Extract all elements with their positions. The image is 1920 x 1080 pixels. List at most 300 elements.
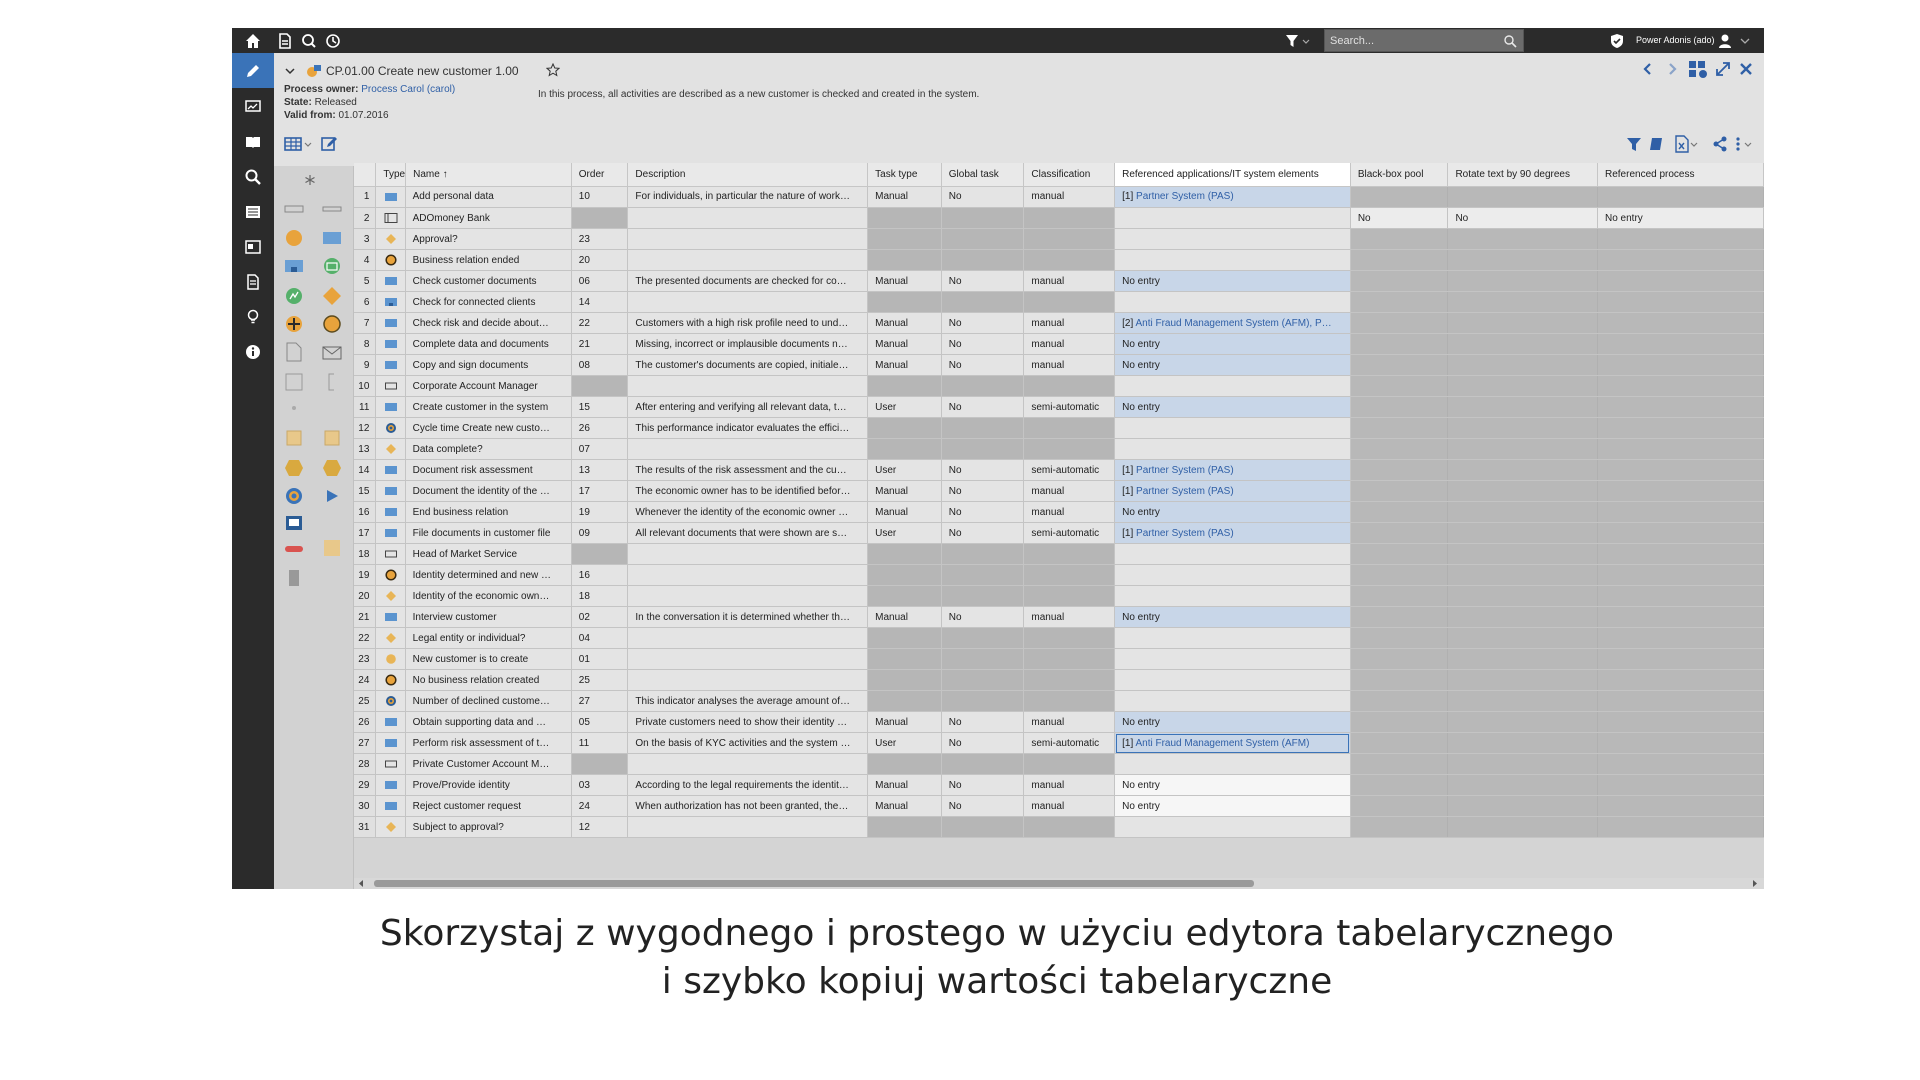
rotate-text-cell[interactable] <box>1448 355 1598 376</box>
shield-icon[interactable] <box>1608 32 1626 50</box>
referenced-applications-cell[interactable]: No entry <box>1115 334 1351 355</box>
global-task-cell[interactable]: No <box>941 186 1024 208</box>
description-cell[interactable] <box>628 208 868 229</box>
global-task-cell[interactable]: No <box>941 460 1024 481</box>
classification-cell[interactable]: manual <box>1024 502 1115 523</box>
rotate-text-cell[interactable] <box>1448 186 1598 208</box>
kpi-icon[interactable] <box>284 486 304 506</box>
global-task-cell[interactable] <box>941 418 1024 439</box>
referenced-process-cell[interactable]: No entry <box>1598 208 1764 229</box>
referenced-process-cell[interactable] <box>1598 754 1764 775</box>
order-cell[interactable]: 12 <box>571 817 628 838</box>
column-header[interactable]: Black-box pool <box>1350 163 1448 186</box>
referenced-applications-cell[interactable]: No entry <box>1115 775 1351 796</box>
order-cell[interactable]: 23 <box>571 229 628 250</box>
nav-modelling[interactable] <box>232 53 274 88</box>
description-cell[interactable] <box>628 229 868 250</box>
name-cell[interactable]: Identity of the economic own… <box>406 586 572 607</box>
process-owner-link[interactable]: Process Carol (carol) <box>361 84 456 95</box>
filter-icon[interactable] <box>1284 32 1312 50</box>
rotate-text-cell[interactable] <box>1448 817 1598 838</box>
table-row[interactable] <box>354 754 1764 775</box>
referenced-applications-cell[interactable] <box>1115 186 1351 208</box>
black-box-pool-cell[interactable] <box>1350 397 1448 418</box>
rotate-text-cell[interactable] <box>1448 502 1598 523</box>
referenced-process-cell[interactable] <box>1598 649 1764 670</box>
task-type-cell[interactable] <box>868 628 942 649</box>
nav-lists[interactable] <box>232 194 274 229</box>
referenced-process-cell[interactable] <box>1598 334 1764 355</box>
rotate-text-cell[interactable] <box>1448 229 1598 250</box>
message-event-icon[interactable] <box>322 256 342 276</box>
table-row[interactable] <box>354 775 1764 796</box>
description-cell[interactable]: Whenever the identity of the economic owner … <box>628 502 868 523</box>
classification-cell[interactable] <box>1024 544 1115 565</box>
column-header[interactable]: Global task <box>941 163 1024 186</box>
table-row[interactable] <box>354 186 1764 208</box>
table-row[interactable] <box>354 565 1764 586</box>
global-task-cell[interactable] <box>941 754 1024 775</box>
table-row[interactable] <box>354 586 1764 607</box>
data-store-icon[interactable] <box>284 428 304 448</box>
black-box-pool-cell[interactable] <box>1350 544 1448 565</box>
order-cell[interactable]: 07 <box>571 439 628 460</box>
lane-shape-icon[interactable] <box>322 204 342 214</box>
classification-cell[interactable]: semi-automatic <box>1024 460 1115 481</box>
global-task-cell[interactable]: No <box>941 712 1024 733</box>
referenced-process-cell[interactable] <box>1598 733 1764 754</box>
description-cell[interactable]: The presented documents are checked for co… <box>628 271 868 292</box>
black-box-pool-cell[interactable] <box>1350 817 1448 838</box>
table-row[interactable] <box>354 712 1764 733</box>
scrollbar-thumb[interactable] <box>374 880 1254 887</box>
task-type-cell[interactable]: Manual <box>868 334 942 355</box>
task-type-cell[interactable] <box>868 376 942 397</box>
referenced-applications-cell[interactable]: No entry <box>1115 796 1351 817</box>
table-view-icon[interactable] <box>284 136 304 152</box>
classification-cell[interactable] <box>1024 376 1115 397</box>
task-type-cell[interactable] <box>868 754 942 775</box>
global-task-cell[interactable]: No <box>941 523 1024 544</box>
user-avatar-icon[interactable] <box>1716 32 1734 50</box>
table-row[interactable] <box>354 481 1764 502</box>
classification-cell[interactable] <box>1024 418 1115 439</box>
nav-info[interactable] <box>232 334 274 369</box>
parallel-gateway-icon[interactable] <box>284 314 304 334</box>
description-cell[interactable]: The customer's documents are copied, initiale… <box>628 355 868 376</box>
rotate-text-cell[interactable] <box>1448 649 1598 670</box>
task-type-cell[interactable]: Manual <box>868 712 942 733</box>
order-cell[interactable]: 15 <box>571 397 628 418</box>
description-cell[interactable]: When authorization has not been granted, the… <box>628 796 868 817</box>
name-cell[interactable]: Check customer documents <box>406 271 572 292</box>
chevron-down-icon[interactable] <box>304 141 312 149</box>
type-cell[interactable] <box>376 712 405 733</box>
classification-cell[interactable] <box>1024 565 1115 586</box>
table-row[interactable] <box>354 313 1764 334</box>
referenced-process-cell[interactable] <box>1598 565 1764 586</box>
rotate-text-cell[interactable] <box>1448 397 1598 418</box>
rotate-text-cell[interactable] <box>1448 292 1598 313</box>
order-cell[interactable]: 09 <box>571 523 628 544</box>
name-cell[interactable]: Perform risk assessment of t… <box>406 733 572 754</box>
referenced-process-cell[interactable] <box>1598 481 1764 502</box>
message-shape-icon[interactable] <box>322 346 342 360</box>
task-type-cell[interactable]: Manual <box>868 775 942 796</box>
maximize-icon[interactable] <box>1714 60 1732 78</box>
black-box-pool-cell[interactable] <box>1350 628 1448 649</box>
global-task-cell[interactable]: No <box>941 334 1024 355</box>
type-cell[interactable] <box>376 586 405 607</box>
collapse-chevron-icon[interactable] <box>284 65 296 77</box>
referenced-process-cell[interactable] <box>1598 292 1764 313</box>
referenced-process-cell[interactable] <box>1598 502 1764 523</box>
table-row[interactable] <box>354 817 1764 838</box>
black-box-pool-cell[interactable] <box>1350 481 1448 502</box>
task-type-cell[interactable] <box>868 418 942 439</box>
rotate-text-cell[interactable] <box>1448 691 1598 712</box>
filter-icon[interactable] <box>1626 136 1642 152</box>
task-icon[interactable] <box>322 230 342 246</box>
classification-cell[interactable]: semi-automatic <box>1024 523 1115 544</box>
classification-cell[interactable] <box>1024 292 1115 313</box>
name-cell[interactable]: New customer is to create <box>406 649 572 670</box>
rotate-text-cell[interactable] <box>1448 418 1598 439</box>
column-header[interactable]: Task type <box>868 163 942 186</box>
back-arrow-icon[interactable] <box>1640 61 1656 77</box>
note-icon[interactable] <box>322 538 342 558</box>
referenced-process-cell[interactable] <box>1598 355 1764 376</box>
name-cell[interactable]: Private Customer Account M… <box>406 754 572 775</box>
order-cell[interactable]: 11 <box>571 733 628 754</box>
type-cell[interactable] <box>376 754 405 775</box>
classification-cell[interactable]: manual <box>1024 355 1115 376</box>
rotate-text-cell[interactable] <box>1448 712 1598 733</box>
classification-cell[interactable] <box>1024 439 1115 460</box>
rotate-text-cell[interactable] <box>1448 334 1598 355</box>
name-cell[interactable]: Data complete? <box>406 439 572 460</box>
rotate-text-cell[interactable] <box>1448 460 1598 481</box>
rotate-text-cell[interactable] <box>1448 523 1598 544</box>
referenced-applications-cell[interactable] <box>1115 523 1351 544</box>
black-box-pool-cell[interactable] <box>1350 418 1448 439</box>
type-cell[interactable] <box>376 187 405 208</box>
referenced-applications-cell[interactable] <box>1115 733 1351 754</box>
global-task-cell[interactable] <box>941 628 1024 649</box>
user-name[interactable]: Power Adonis (ado) <box>1636 35 1715 45</box>
task-type-cell[interactable] <box>868 229 942 250</box>
referenced-applications-cell[interactable]: No entry <box>1115 271 1351 292</box>
black-box-pool-cell[interactable] <box>1350 271 1448 292</box>
type-cell[interactable] <box>376 775 405 796</box>
order-cell[interactable]: 04 <box>571 628 628 649</box>
classification-cell[interactable]: manual <box>1024 481 1115 502</box>
black-box-pool-cell[interactable] <box>1350 775 1448 796</box>
type-cell[interactable] <box>376 355 405 376</box>
order-cell[interactable]: 17 <box>571 481 628 502</box>
description-cell[interactable]: According to the legal requirements the identit… <box>628 775 868 796</box>
nav-analysis[interactable] <box>232 89 274 124</box>
task-type-cell[interactable] <box>868 817 942 838</box>
description-cell[interactable]: The results of the risk assessment and the cu… <box>628 460 868 481</box>
black-box-pool-cell[interactable] <box>1350 334 1448 355</box>
classification-cell[interactable] <box>1024 250 1115 271</box>
black-box-pool-cell[interactable] <box>1350 502 1448 523</box>
global-task-cell[interactable]: No <box>941 796 1024 817</box>
description-cell[interactable]: Customers with a high risk profile need to und… <box>628 313 868 334</box>
description-cell[interactable] <box>628 649 868 670</box>
global-task-cell[interactable] <box>941 586 1024 607</box>
table-row[interactable] <box>354 460 1764 481</box>
referenced-applications-cell[interactable] <box>1115 439 1351 460</box>
order-cell[interactable] <box>571 544 628 565</box>
rotate-text-cell[interactable] <box>1448 607 1598 628</box>
column-header[interactable]: Type <box>376 163 406 186</box>
black-box-pool-cell[interactable] <box>1350 376 1448 397</box>
global-task-cell[interactable]: No <box>941 271 1024 292</box>
scroll-right-icon[interactable] <box>1752 880 1758 887</box>
global-task-cell[interactable] <box>941 565 1024 586</box>
widgets-icon[interactable] <box>1688 59 1708 79</box>
black-box-pool-cell[interactable] <box>1350 754 1448 775</box>
table-row[interactable] <box>354 355 1764 376</box>
rotate-text-cell[interactable] <box>1448 628 1598 649</box>
close-icon[interactable] <box>1738 61 1754 77</box>
rotate-text-cell[interactable] <box>1448 565 1598 586</box>
order-cell[interactable]: 13 <box>571 460 628 481</box>
referenced-applications-cell[interactable] <box>1115 229 1351 250</box>
global-task-cell[interactable] <box>941 292 1024 313</box>
referenced-process-cell[interactable] <box>1598 439 1764 460</box>
task-type-cell[interactable] <box>868 670 942 691</box>
task-type-cell[interactable] <box>868 292 942 313</box>
name-cell[interactable]: Subject to approval? <box>406 817 572 838</box>
reference-link[interactable]: Partner System (PAS) <box>1136 191 1234 203</box>
type-cell[interactable] <box>376 334 405 355</box>
classification-cell[interactable]: manual <box>1024 334 1115 355</box>
referenced-applications-cell[interactable] <box>1115 691 1351 712</box>
referenced-applications-cell[interactable] <box>1115 460 1351 481</box>
global-task-cell[interactable]: No <box>941 733 1024 754</box>
play-icon[interactable] <box>324 488 340 504</box>
classification-cell[interactable] <box>1024 208 1115 229</box>
global-task-cell[interactable]: No <box>941 397 1024 418</box>
type-cell[interactable] <box>376 376 405 397</box>
order-cell[interactable]: 02 <box>571 607 628 628</box>
task-type-cell[interactable] <box>868 250 942 271</box>
reference-link[interactable]: Partner System (PAS) <box>1136 485 1234 497</box>
referenced-process-cell[interactable] <box>1598 229 1764 250</box>
rotate-text-cell[interactable] <box>1448 313 1598 334</box>
description-cell[interactable]: All relevant documents that were shown are s… <box>628 523 868 544</box>
black-box-pool-cell[interactable] <box>1350 313 1448 334</box>
task-type-cell[interactable]: Manual <box>868 355 942 376</box>
referenced-applications-cell[interactable] <box>1115 628 1351 649</box>
referenced-process-cell[interactable] <box>1598 586 1764 607</box>
task-type-cell[interactable]: Manual <box>868 607 942 628</box>
document-shape-icon[interactable] <box>286 342 302 362</box>
name-cell[interactable]: Add personal data <box>406 186 572 208</box>
referenced-applications-cell[interactable]: No entry <box>1115 607 1351 628</box>
chevron-down-icon[interactable] <box>1690 141 1698 149</box>
name-cell[interactable]: Head of Market Service <box>406 544 572 565</box>
rotate-text-cell[interactable] <box>1448 271 1598 292</box>
black-box-pool-cell[interactable] <box>1350 439 1448 460</box>
nav-cards[interactable] <box>232 229 274 264</box>
referenced-process-cell[interactable] <box>1598 712 1764 733</box>
pool-shape-icon[interactable] <box>284 204 304 214</box>
referenced-process-cell[interactable] <box>1598 460 1764 481</box>
column-header[interactable]: Rotate text by 90 degrees <box>1448 163 1598 186</box>
description-cell[interactable]: The economic owner has to be identified befor… <box>628 481 868 502</box>
name-cell[interactable]: Legal entity or individual? <box>406 628 572 649</box>
description-cell[interactable]: Private customers need to show their identity … <box>628 712 868 733</box>
table-row[interactable] <box>354 649 1764 670</box>
referenced-process-cell[interactable] <box>1598 376 1764 397</box>
referenced-applications-cell[interactable] <box>1115 649 1351 670</box>
nav-search[interactable] <box>232 159 274 194</box>
task-type-cell[interactable]: Manual <box>868 186 942 208</box>
description-cell[interactable] <box>628 376 868 397</box>
classification-cell[interactable] <box>1024 817 1115 838</box>
classification-cell[interactable] <box>1024 586 1115 607</box>
type-cell[interactable] <box>376 208 405 229</box>
scroll-left-icon[interactable] <box>358 880 364 887</box>
black-box-pool-cell[interactable] <box>1350 796 1448 817</box>
name-cell[interactable]: Complete data and documents <box>406 334 572 355</box>
name-cell[interactable]: No business relation created <box>406 670 572 691</box>
home-icon[interactable] <box>244 32 262 50</box>
type-cell[interactable] <box>376 418 405 439</box>
annotation-shape-icon[interactable] <box>326 372 338 392</box>
table-row[interactable] <box>354 544 1764 565</box>
order-cell[interactable]: 14 <box>571 292 628 313</box>
task-type-cell[interactable] <box>868 565 942 586</box>
name-cell[interactable]: Cycle time Create new custo… <box>406 418 572 439</box>
classification-cell[interactable]: manual <box>1024 186 1115 208</box>
name-cell[interactable]: Document risk assessment <box>406 460 572 481</box>
referenced-process-cell[interactable] <box>1598 186 1764 208</box>
hexagon-control-icon[interactable] <box>322 458 342 478</box>
name-cell[interactable]: Identity determined and new … <box>406 565 572 586</box>
subprocess-icon[interactable] <box>284 258 304 274</box>
more-options-icon[interactable] <box>1734 136 1742 152</box>
description-cell[interactable] <box>628 250 868 271</box>
task-type-cell[interactable]: Manual <box>868 313 942 334</box>
description-cell[interactable] <box>628 586 868 607</box>
type-cell[interactable] <box>376 670 405 691</box>
type-cell[interactable] <box>376 292 405 313</box>
history-icon[interactable] <box>324 32 342 50</box>
column-header[interactable]: Description <box>628 163 868 186</box>
description-cell[interactable] <box>628 628 868 649</box>
order-cell[interactable]: 08 <box>571 355 628 376</box>
referenced-applications-cell[interactable] <box>1115 250 1351 271</box>
type-cell[interactable] <box>376 313 405 334</box>
task-type-cell[interactable]: User <box>868 397 942 418</box>
referenced-applications-cell[interactable] <box>1115 586 1351 607</box>
referenced-applications-cell[interactable] <box>1115 313 1351 334</box>
description-cell[interactable]: For individuals, in particular the nature of work… <box>628 186 868 208</box>
name-cell[interactable]: Create customer in the system <box>406 397 572 418</box>
rotate-text-cell[interactable] <box>1448 250 1598 271</box>
nav-publication[interactable] <box>232 124 274 159</box>
type-cell[interactable] <box>376 544 405 565</box>
rotate-text-cell[interactable] <box>1448 439 1598 460</box>
search-field[interactable] <box>1324 29 1524 52</box>
referenced-applications-cell[interactable] <box>1115 565 1351 586</box>
order-cell[interactable]: 01 <box>571 649 628 670</box>
type-cell[interactable] <box>376 796 405 817</box>
description-cell[interactable] <box>628 754 868 775</box>
table-row[interactable] <box>354 418 1764 439</box>
name-cell[interactable]: Document the identity of the … <box>406 481 572 502</box>
copy-icon[interactable] <box>1648 136 1664 152</box>
dot-icon[interactable] <box>290 404 298 412</box>
classification-cell[interactable]: semi-automatic <box>1024 733 1115 754</box>
order-cell[interactable]: 24 <box>571 796 628 817</box>
global-task-cell[interactable] <box>941 250 1024 271</box>
description-cell[interactable] <box>628 565 868 586</box>
forward-arrow-icon[interactable] <box>1664 61 1680 77</box>
rotate-text-cell[interactable] <box>1448 775 1598 796</box>
black-box-pool-cell[interactable] <box>1350 565 1448 586</box>
referenced-applications-cell[interactable] <box>1115 754 1351 775</box>
referenced-process-cell[interactable] <box>1598 628 1764 649</box>
referenced-applications-cell[interactable]: No entry <box>1115 355 1351 376</box>
referenced-applications-cell[interactable] <box>1115 817 1351 838</box>
global-task-cell[interactable]: No <box>941 355 1024 376</box>
black-box-pool-cell[interactable] <box>1350 670 1448 691</box>
black-box-pool-cell[interactable] <box>1350 355 1448 376</box>
task-type-cell[interactable] <box>868 208 942 229</box>
name-cell[interactable]: ADOmoney Bank <box>406 208 572 229</box>
column-header[interactable]: Referenced process <box>1598 163 1764 186</box>
search-icon[interactable] <box>1503 34 1517 48</box>
column-header[interactable]: Referenced applications/IT system elements <box>1115 163 1351 186</box>
task-type-cell[interactable]: User <box>868 523 942 544</box>
classification-cell[interactable] <box>1024 229 1115 250</box>
task-type-cell[interactable]: Manual <box>868 481 942 502</box>
order-cell[interactable]: 25 <box>571 670 628 691</box>
search-model-icon[interactable] <box>300 32 318 50</box>
classification-cell[interactable]: manual <box>1024 712 1115 733</box>
referenced-process-cell[interactable] <box>1598 775 1764 796</box>
referenced-process-cell[interactable] <box>1598 523 1764 544</box>
global-task-cell[interactable] <box>941 649 1024 670</box>
global-task-cell[interactable] <box>941 229 1024 250</box>
reference-link[interactable]: Anti Fraud Management System (AFM) <box>1135 737 1310 749</box>
classification-cell[interactable]: manual <box>1024 271 1115 292</box>
rotate-text-cell[interactable] <box>1448 544 1598 565</box>
column-header[interactable]: Classification <box>1024 163 1115 186</box>
black-box-pool-cell[interactable] <box>1350 733 1448 754</box>
global-task-cell[interactable]: No <box>941 481 1024 502</box>
global-task-cell[interactable] <box>941 670 1024 691</box>
table-row[interactable] <box>354 334 1764 355</box>
rotate-text-cell[interactable] <box>1448 796 1598 817</box>
order-cell[interactable]: 26 <box>571 418 628 439</box>
referenced-applications-cell[interactable] <box>1115 670 1351 691</box>
name-cell[interactable]: Check for connected clients <box>406 292 572 313</box>
black-box-pool-cell[interactable] <box>1350 649 1448 670</box>
black-box-pool-cell[interactable]: No <box>1350 208 1448 229</box>
order-cell[interactable]: 16 <box>571 565 628 586</box>
task-type-cell[interactable] <box>868 586 942 607</box>
referenced-applications-cell[interactable] <box>1115 292 1351 313</box>
table-row[interactable] <box>354 250 1764 271</box>
table-row[interactable] <box>354 523 1764 544</box>
